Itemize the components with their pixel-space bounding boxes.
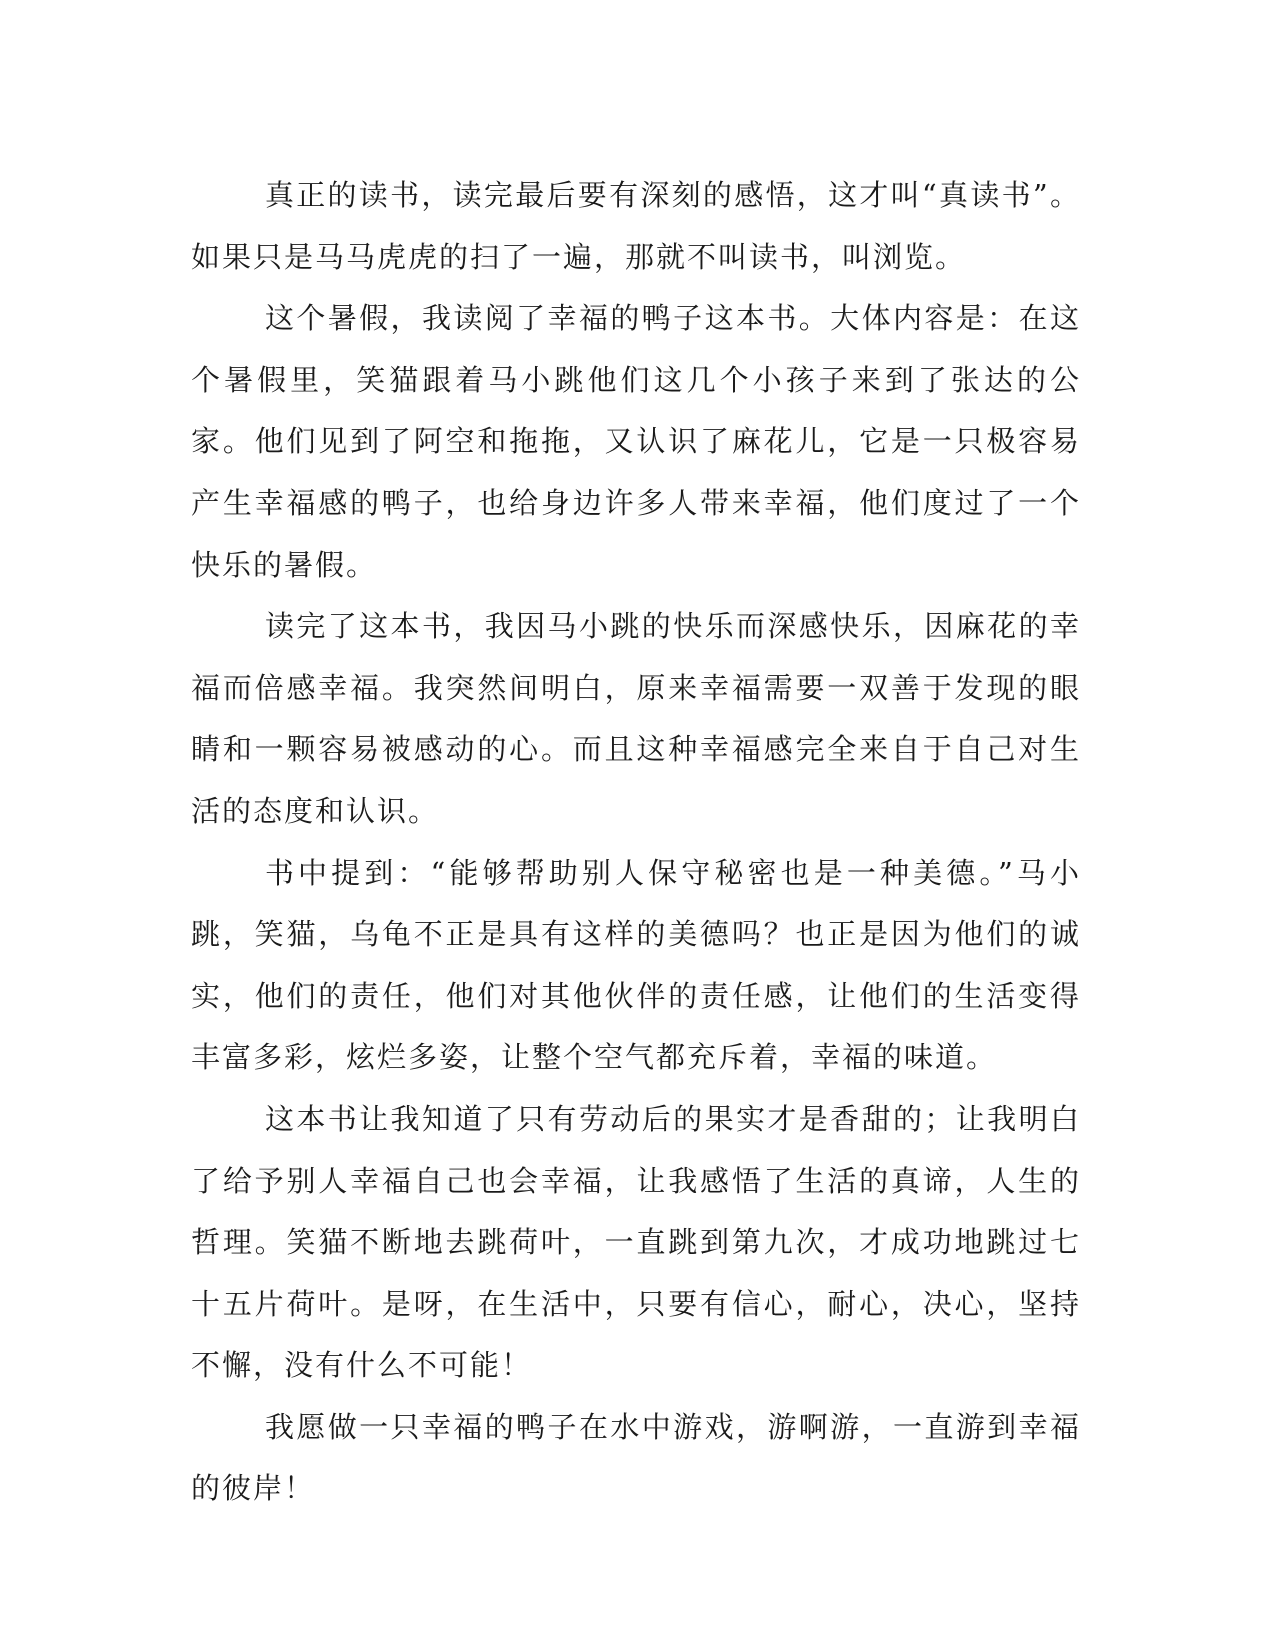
essay-body xyxy=(191,165,1081,1520)
paragraph-conclusion: 我愿做一只幸福的鸭子在水中游戏，游啊游，一直游到幸福的彼岸！ xyxy=(191,1409,1081,1506)
paragraph-lesson: 这本书让我知道了只有劳动后的果实才是香甜的；让我明白了给予别人幸福自己也会幸福，让我感悟了生活的真谛，人生的哲理。笑猫不断地去跳荷叶，一直跳到第九次，才成功地跳过七十五片荷叶。是呀，在生活中，只要有信心，耐心，决心，坚持不懈，没有什么不可能！ xyxy=(191,1101,1081,1383)
paragraph-quote: 书中提到：“能够帮助别人保守秘密也是一种美德。”马小跳，笑猫，乌龟不正是具有这样的美德吗？也正是因为他们的诚实，他们的责任，他们对其他伙伴的责任感，让他们的生活变得丰富多彩，炫烂多姿，让整个空气都充斥着，幸福的味道。 xyxy=(191,855,1081,1075)
paragraph-reflection: 读完了这本书，我因马小跳的快乐而深感快乐，因麻花的幸福而倍感幸福。我突然间明白，原来幸福需要一双善于发现的眼睛和一颗容易被感动的心。而且这种幸福感完全来自于自己对生活的态度和认识。 xyxy=(191,609,1081,828)
paragraph-intro: 真正的读书，读完最后要有深刻的感悟，这才叫“真读书”。如果只是马马虎虎的扫了一遍，那就不叫读书，叫浏览。 xyxy=(191,178,1081,274)
paragraph-summary: 这个暑假，我读阅了幸福的鸭子这本书。大体内容是：在这个暑假里，笑猫跟着马小跳他们这几个小孩子来到了张达的公家。他们见到了阿空和拖拖，又认识了麻花儿，它是一只极容易产生幸福感的鸭子，也给身边许多人带来幸福，他们度过了一个快乐的暑假。 xyxy=(191,301,1081,582)
